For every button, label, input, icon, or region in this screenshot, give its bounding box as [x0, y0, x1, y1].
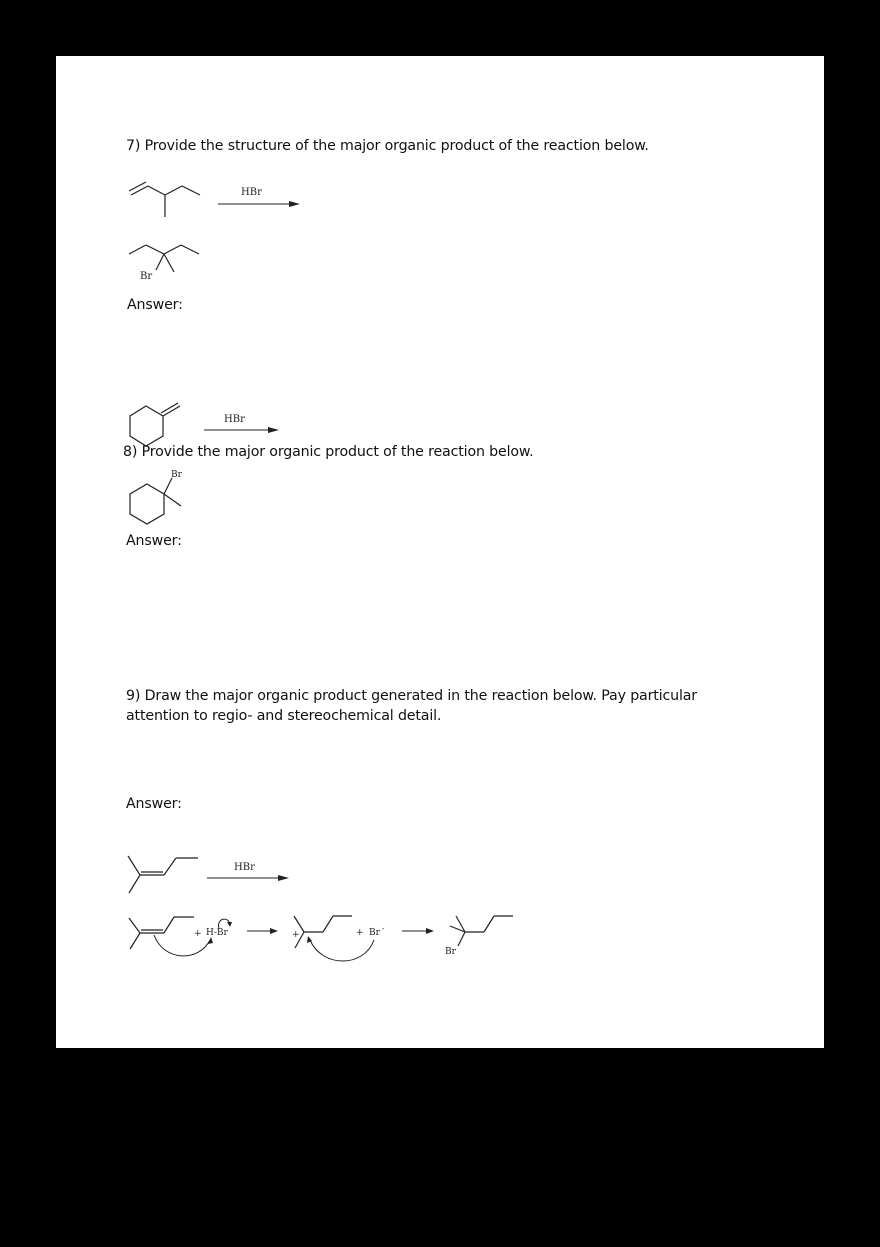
question-9-reaction-figure [124, 850, 304, 902]
bromide-charge: - [382, 925, 385, 933]
question-8-product-figure [126, 466, 196, 528]
cation-charge: + [292, 930, 300, 940]
product-3-bromo-3-methylpentane [129, 245, 199, 272]
product-1-bromo-1-methylcyclohexane [130, 478, 181, 524]
reaction-arrow-1 [247, 928, 278, 934]
mechanism-alkene [129, 917, 194, 949]
reactant-methylenecyclohexane [130, 403, 180, 446]
reagent-label: HBr [234, 862, 255, 873]
reaction-arrow [207, 875, 289, 881]
plus-sign: + [356, 928, 364, 938]
hydrogen-bromide-label: H-Br [206, 928, 228, 938]
reactant-2-methyl-2-pentene [128, 856, 198, 893]
reactant-3-methyl-1-pentene [129, 182, 200, 217]
mechanism-product-2-bromo-2-methylpentane [450, 916, 513, 946]
curved-arrow-pi-bond-icon [154, 935, 210, 956]
question-7-reaction-figure [126, 174, 316, 224]
curved-arrow-head-icon [227, 922, 232, 927]
question-7-prompt: 7) Provide the structure of the major organic product of the reaction below. [126, 138, 649, 154]
plus-sign: + [194, 929, 202, 939]
question-7-answer-label: Answer: [127, 297, 183, 313]
question-9-mechanism-figure [124, 910, 534, 970]
bromine-label: Br [140, 271, 153, 282]
bromide-label: Br [369, 928, 380, 938]
question-9-answer-label: Answer: [126, 796, 182, 812]
question-8-answer-label: Answer: [126, 533, 182, 549]
reaction-arrow [218, 201, 300, 207]
question-7-product-figure [126, 236, 216, 286]
curved-arrow-bromide-icon [310, 940, 374, 961]
reaction-arrow [204, 427, 279, 433]
question-8-prompt: 8) Provide the major organic product of the reaction below. [123, 444, 534, 460]
document-page [56, 56, 824, 1048]
mechanism-carbocation [294, 916, 352, 948]
bromine-label: Br [171, 470, 182, 480]
bromine-label: Br [445, 947, 456, 957]
reagent-label: HBr [241, 187, 262, 198]
reagent-label: HBr [224, 414, 245, 425]
question-9-prompt-line-1: 9) Draw the major organic product generated in the reaction below. Pay particular [126, 688, 697, 704]
reaction-arrow-2 [402, 928, 434, 934]
question-9-prompt-line-2: attention to regio- and stereochemical detail. [126, 708, 442, 724]
curved-arrow-head-icon [208, 937, 213, 944]
